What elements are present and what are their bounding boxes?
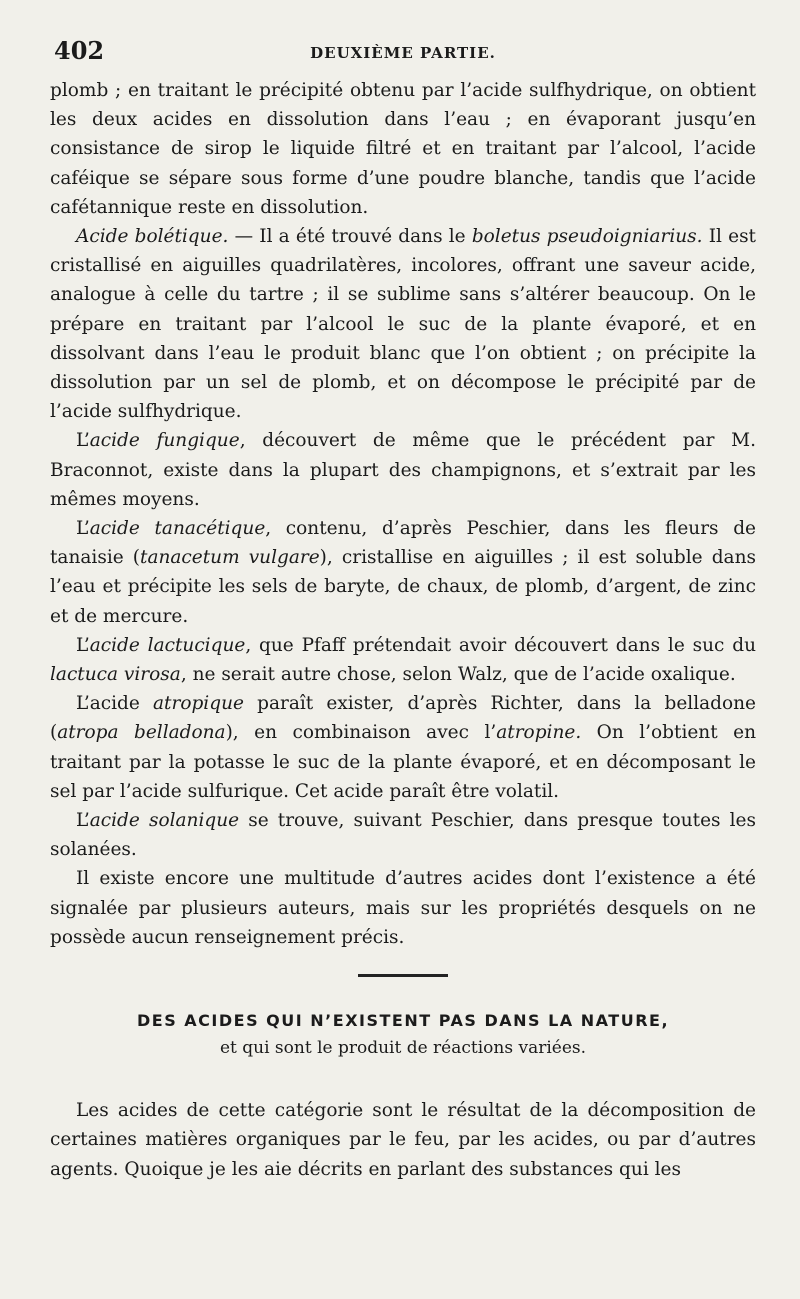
paragraph-other-acids [50,864,756,952]
section-divider [358,974,448,977]
paragraph-section-intro [50,1096,756,1184]
page-header [50,36,756,76]
body-text [50,76,756,952]
paragraph-text: On l’obtient en traitant par la potasse le suc de la plante évaporé, et en décomposant le sel par l’acide sulfurique. Cet acide paraît être volatil. [50,722,756,802]
section-title: DES ACIDES QUI N’EXISTENT PAS DANS LA NATURE, [136,1011,670,1031]
paragraph-text: ), cristallise en aiguilles ; il est soluble dans l’eau et précipite les sels de baryte, de chaux, de plomb, d’argent, de zinc et de mercure. [50,547,756,627]
term-boletus: boletus pseudoigniarius. [471,226,703,248]
paragraph-text: ), en combinaison avec l’ [225,722,497,744]
paragraph-text: paraît exister, d’après Richter, dans la belladone ( [50,693,756,744]
term-atropic: atropique [153,693,244,715]
paragraph-lead: L’ [76,810,90,832]
paragraph-text: , contenu, d’après Peschier, dans les fleurs de tanaisie ( [50,518,756,569]
paragraph-atropic-acid [50,689,756,806]
paragraph-text: — Il a été trouvé dans le [228,226,472,248]
term-boletic-acid: Acide bolétique. [76,226,229,248]
paragraph-text: , découvert de même que le précédent par M. Braconnot, existe dans la plupart des champignons, et s’extrait par les mêmes moyens. [50,430,757,510]
paragraph-text: Les acides de cette catégorie sont le résultat de la décomposition de certaines matières organiques par le feu, par les acides, ou par d’autres agents. Quoique je les aie décrits en parlant des substances qui les [50,1100,756,1180]
paragraph-tanacetic-acid [50,514,756,631]
paragraph-lead: L’ [76,518,90,540]
term-tanacetum: tanacetum vulgare [140,547,320,569]
running-head: DEUXIÈME PARTIE. [310,44,496,62]
paragraph-text: , que Pfaff prétendait avoir découvert dans le suc du [245,634,756,656]
term-lactucic-acid: acide lactucique [89,634,246,656]
section-subtitle: et qui sont le produit de réactions variées. [219,1038,587,1059]
term-tanacetic-acid: acide tanacétique [89,518,266,540]
term-solanic-acid: acide solanique [89,810,240,832]
paragraph-text: , ne serait autre chose, selon Walz, que de l’acide oxalique. [180,664,736,686]
term-atropa: atropa belladona [57,722,226,744]
paragraph-lead: L’ [76,430,90,452]
paragraph-text: Il existe encore une multitude d’autres acides dont l’existence a été signalée par plusieurs auteurs, mais sur les propriétés desquels on ne possède aucun renseignement précis. [50,868,756,948]
paragraph-solanic-acid [50,806,756,864]
paragraph-lactucic-acid [50,631,756,689]
section-body [50,1096,756,1184]
paragraph-text: se trouve, suivant Peschier, dans presque toutes les solanées. [50,810,756,861]
paragraph-lead: L’acide [76,693,154,715]
page-number: 402 [54,36,105,65]
paragraph-text: plomb ; en traitant le précipité obtenu par l’acide sulfhydrique, on obtient les deux acides en dissolution dans l’eau ; en évaporant jusqu’en consistance de sirop le liquide filtré et en traitant par l’alcool, l’acide caféique se sépare sous forme d’une poudre blanche, tandis que l’acide cafétannique reste en dissolution. [50,80,756,218]
page [50,36,756,1184]
term-atropine: atropine. [496,722,582,744]
paragraph-caffeic-continuation [50,76,756,222]
term-lactuca: lactuca virosa [50,664,181,686]
paragraph-boletic-acid [50,222,756,426]
paragraph-text: Il est cristallisé en aiguilles quadrilatères, incolores, offrant une saveur acide, analogue à celle du tartre ; il se sublime sans s’altérer beaucoup. On le prépare en traitant par l’alcool le suc de la plante évaporé, et en dissolvant dans l’eau le produit blanc que l’on obtient ; on précipite la dissolution par un sel de plomb, et on décompose le précipité par de l’acide sulfhydrique. [50,226,756,423]
paragraph-lead: L’ [76,634,90,656]
paragraph-fungic-acid [50,426,756,514]
term-fungic-acid: acide fungique [89,430,240,452]
